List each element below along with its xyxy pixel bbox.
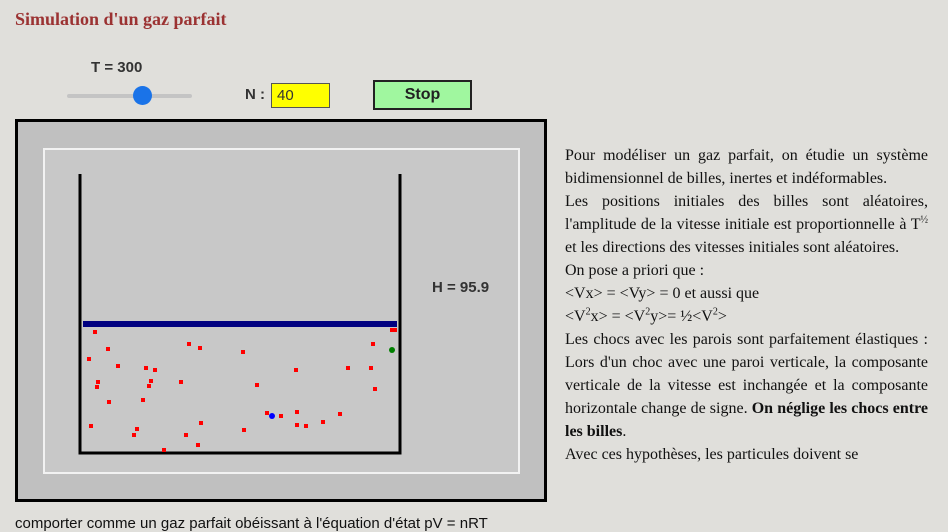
particle [153,368,157,372]
tracked-particle [269,413,275,419]
particle [338,412,342,416]
particle [255,383,259,387]
container-panel [44,149,519,473]
page-title: Simulation d'un gaz parfait [15,9,227,29]
particle [321,420,325,424]
piston [83,321,397,327]
desc-p3: On pose a priori que : [565,262,705,279]
particle [116,364,120,368]
particle [149,379,153,383]
simulation-canvas [15,119,547,502]
slider-thumb[interactable] [133,86,152,105]
particle [135,427,139,431]
desc-p5-sup3: 2 [712,306,718,318]
particle [198,346,202,350]
particle [95,385,99,389]
desc-p2-b: et les directions des vitesses initiales sont aléatoires. [565,239,900,256]
particle [132,433,136,437]
particle [107,400,111,404]
desc-p6-a: Les chocs avec les parois sont parfaitement élastiques : Lors d'un choc avec une paroi verticale, la composante verticale de la vitesse est inchangée et la composante horizontale change de signe. [565,331,928,417]
particle [346,366,350,370]
desc-p2-a: Les positions initiales des billes sont aléatoires, l'amplitude de la vitesse initiale est proportionnelle à T [565,193,928,233]
particle [96,380,100,384]
particle [294,368,298,372]
particle [162,448,166,452]
desc-p5-b: x> = <V [590,308,646,325]
temperature-label: T = 300 [91,59,143,76]
slider-track[interactable] [67,94,192,98]
particle [87,357,91,361]
desc-p5-d: > [717,308,727,325]
desc-p6-c: . [622,423,627,440]
particle [144,366,148,370]
particle [199,421,203,425]
desc-p2 [565,190,928,259]
desc-p4: <Vx> = <Vy> = 0 et aussi que [565,285,760,302]
particle [179,380,183,384]
particle [304,424,308,428]
tracked-particle [389,347,395,353]
temperature-slider[interactable] [67,85,192,109]
desc-p5-c: y>= ½<V [650,308,713,325]
particle [265,411,269,415]
particle [241,350,245,354]
particle-count-label: N : [245,86,265,103]
particle [295,410,299,414]
particle [141,398,145,402]
particle [187,342,191,346]
height-label: H = 95.9 [432,279,490,296]
particle [295,423,299,427]
particle-count-input[interactable] [271,83,330,108]
particle [373,387,377,391]
desc-p5-sup1: 2 [585,306,591,318]
particle [184,433,188,437]
desc-p6 [565,328,928,443]
particle [242,428,246,432]
particle [93,330,97,334]
particle [369,366,373,370]
particle [279,414,283,418]
stop-button[interactable]: Stop [373,80,472,110]
desc-p5-a: <V [565,308,586,325]
desc-p6-bold: On néglige les chocs entre les billes [565,400,928,440]
particle [393,328,397,332]
desc-p5 [565,305,928,328]
desc-p5-sup2: 2 [645,306,651,318]
particle [371,342,375,346]
description [565,144,928,466]
particle [196,443,200,447]
particle [106,347,110,351]
particle [89,424,93,428]
bottom-text: comporter comme un gaz parfait obéissant à l'équation d'état pV = nRT [15,515,488,532]
desc-p1: Pour modéliser un gaz parfait, on étudie un système bidimensionnel de billes, inertes et indéformables. [565,147,928,187]
desc-p7: Avec ces hypothèses, les particules doivent se [565,446,859,463]
desc-p2-exp: ½ [920,214,928,226]
particle [147,384,151,388]
